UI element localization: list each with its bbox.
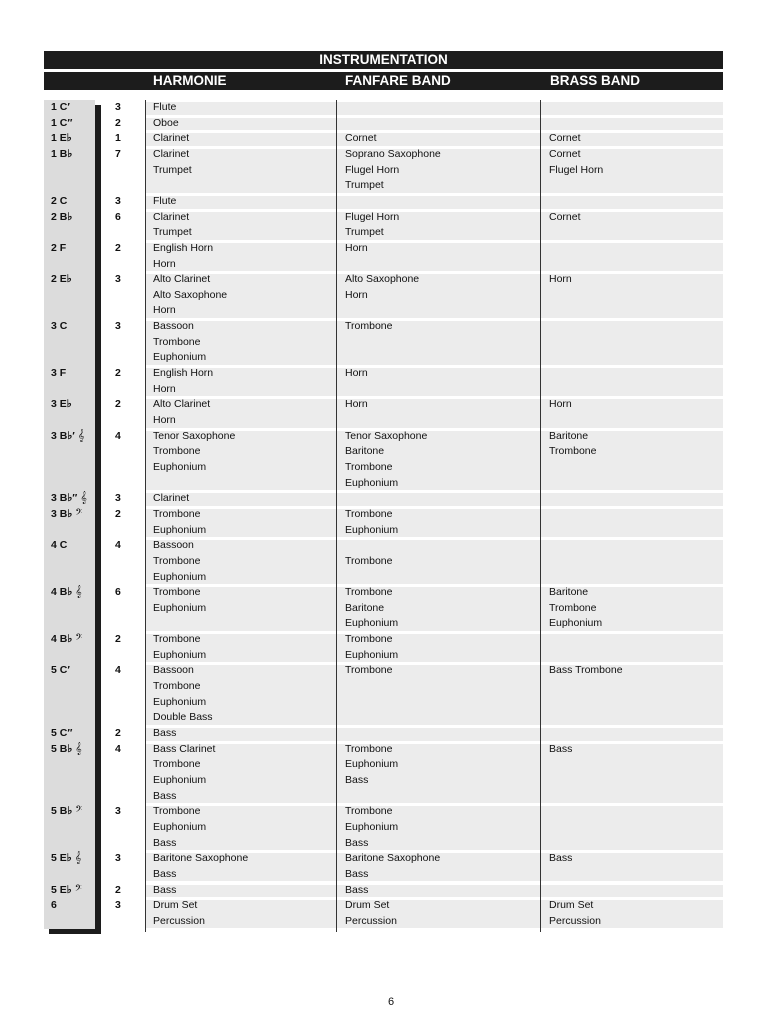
part-name: 2 E♭ — [51, 273, 72, 286]
treble-clef-icon: 𝄞 — [75, 586, 82, 599]
column-header-harmonie: HARMONIE — [153, 73, 227, 88]
harmonie-instrument: Alto Saxophone — [153, 288, 228, 301]
part-label — [51, 430, 84, 443]
harmonie-instrument: Flute — [153, 101, 177, 113]
part-label — [51, 101, 70, 114]
treble-clef-icon: 𝄞 — [74, 852, 82, 865]
part-count: 2 — [115, 727, 121, 739]
harmonie-instrument: Clarinet — [153, 210, 190, 223]
part-label — [51, 852, 81, 865]
harmonie-instrument: Trombone — [153, 805, 201, 818]
brass-instrument: Cornet — [549, 147, 581, 160]
part-label — [51, 117, 72, 130]
part-label — [51, 743, 82, 756]
part-label — [51, 273, 72, 286]
fanfare-instrument: Horn — [345, 398, 368, 411]
part-label — [51, 539, 67, 552]
harmonie-instrument: Trombone — [153, 554, 201, 567]
harmonie-instrument: Horn — [153, 414, 176, 426]
part-name: 3 C — [51, 320, 68, 333]
fanfare-instrument: Trombone — [345, 664, 393, 677]
fanfare-instrument: Trumpet — [345, 226, 384, 239]
harmonie-instrument: Bass — [153, 727, 177, 739]
harmonie-instrument: Trombone — [153, 507, 201, 520]
part-name: 5 B♭ — [51, 805, 73, 818]
harmonie-instrument: Trombone — [153, 335, 201, 348]
harmonie-instrument: Euphonium — [153, 695, 207, 708]
part-count: 2 — [115, 367, 121, 380]
harmonie-instrument: Bassoon — [153, 320, 194, 333]
fanfare-instrument: Trombone — [345, 320, 393, 333]
part-name: 5 B♭ — [51, 742, 73, 755]
part-count: 3 — [115, 899, 121, 912]
fanfare-instrument: Euphonium — [345, 617, 399, 630]
column-header-brass-band: BRASS BAND — [550, 73, 641, 88]
part-count: 3 — [115, 852, 121, 865]
harmonie-instrument: Euphonium — [153, 460, 207, 473]
part-count: 6 — [115, 586, 121, 599]
page-number: 6 — [387, 996, 395, 1008]
harmonie-instrument: Alto Clarinet — [153, 273, 211, 286]
part-label — [51, 195, 67, 208]
harmonie-instrument: Clarinet — [153, 492, 190, 505]
part-column-shadow-bottom — [49, 929, 101, 934]
part-label — [51, 398, 72, 411]
fanfare-instrument: Euphonium — [345, 523, 399, 536]
fanfare-instrument: Baritone — [345, 601, 385, 614]
part-count: 3 — [115, 805, 121, 818]
row-band — [146, 399, 723, 427]
part-name: 4 B♭ — [51, 586, 73, 599]
fanfare-instrument: Drum Set — [345, 899, 390, 912]
part-name: 5 C″ — [51, 727, 73, 739]
part-count: 1 — [115, 132, 121, 145]
harmonie-instrument: Trombone — [153, 758, 201, 771]
row-band — [146, 665, 723, 725]
part-name: 2 B♭ — [51, 210, 73, 223]
fanfare-instrument: Trombone — [345, 633, 393, 646]
part-label — [51, 320, 67, 333]
part-label — [51, 242, 66, 255]
row-band — [146, 243, 723, 271]
part-label — [51, 508, 82, 521]
part-count: 2 — [115, 883, 121, 896]
harmonie-instrument: Trumpet — [153, 226, 192, 239]
part-name: 2 F — [51, 241, 67, 254]
fanfare-instrument: Trombone — [345, 742, 393, 755]
part-count: 3 — [115, 101, 121, 113]
row-band — [146, 118, 723, 131]
part-name: 4 C — [51, 539, 68, 552]
treble-clef-icon: 𝄞 — [75, 742, 82, 755]
fanfare-instrument: Euphonium — [345, 476, 399, 489]
row-band — [146, 900, 723, 928]
fanfare-instrument: Horn — [345, 367, 368, 380]
treble-clef-icon: 𝄞 — [77, 429, 85, 442]
brass-instrument: Trombone — [549, 601, 597, 614]
harmonie-instrument: Trombone — [153, 680, 201, 693]
brass-instrument: Bass — [549, 742, 573, 755]
harmonie-instrument: Clarinet — [153, 132, 190, 145]
column-divider — [145, 100, 146, 932]
part-count: 2 — [115, 398, 121, 411]
part-count: 4 — [115, 742, 121, 755]
row-band — [146, 274, 723, 318]
row-band — [146, 133, 723, 146]
fanfare-instrument: Alto Saxophone — [345, 273, 420, 286]
brass-instrument: Flugel Horn — [549, 163, 604, 176]
bass-clef-icon: 𝄢 — [75, 805, 83, 818]
harmonie-instrument: Percussion — [153, 914, 205, 927]
brass-instrument: Drum Set — [549, 899, 594, 912]
part-name: 1 C′ — [51, 101, 70, 113]
part-name: 3 B♭ — [51, 507, 73, 520]
part-count: 3 — [115, 194, 121, 207]
bass-clef-icon: 𝄢 — [75, 633, 83, 646]
brass-instrument: Baritone — [549, 586, 589, 599]
brass-instrument: Bass Trombone — [549, 664, 623, 677]
harmonie-instrument: Euphonium — [153, 648, 207, 661]
fanfare-instrument: Baritone — [345, 445, 385, 458]
brass-instrument: Trombone — [549, 445, 597, 458]
fanfare-instrument: Tenor Saxophone — [345, 429, 428, 442]
harmonie-instrument: Alto Clarinet — [153, 398, 211, 411]
brass-instrument: Euphonium — [549, 617, 603, 630]
harmonie-instrument: Oboe — [153, 116, 179, 129]
row-band — [146, 634, 723, 662]
harmonie-instrument: Baritone Saxophone — [153, 852, 249, 865]
part-label — [51, 211, 72, 224]
harmonie-instrument: Bass — [153, 789, 177, 802]
harmonie-instrument: Euphonium — [153, 601, 207, 614]
row-band — [146, 321, 723, 365]
fanfare-instrument: Trombone — [345, 554, 393, 567]
column-header-fanfare-band: FANFARE BAND — [345, 73, 451, 88]
harmonie-instrument: Bass — [153, 883, 177, 896]
part-name: 5 C′ — [51, 664, 70, 677]
fanfare-instrument: Trombone — [345, 586, 393, 599]
harmonie-instrument: Flute — [153, 194, 177, 207]
harmonie-instrument: Bass — [153, 836, 177, 849]
column-divider — [336, 100, 337, 932]
harmonie-instrument: Euphonium — [153, 570, 207, 583]
harmonie-instrument: Double Bass — [153, 711, 213, 724]
harmonie-instrument: Clarinet — [153, 147, 190, 160]
part-label — [51, 492, 87, 505]
harmonie-instrument: Bass — [153, 867, 177, 880]
treble-clef-icon: 𝄞 — [80, 492, 87, 505]
fanfare-instrument: Bass — [345, 883, 369, 896]
part-count: 2 — [115, 507, 121, 520]
brass-instrument: Cornet — [549, 132, 581, 145]
fanfare-instrument: Bass — [345, 867, 369, 880]
harmonie-instrument: Tenor Saxophone — [153, 429, 236, 442]
bass-clef-icon: 𝄢 — [75, 507, 83, 520]
column-divider — [540, 100, 541, 932]
part-name: 3 B♭′ — [51, 429, 75, 442]
part-name: 1 C″ — [51, 116, 73, 129]
part-name: 4 B♭ — [51, 633, 73, 646]
fanfare-instrument: Trombone — [345, 460, 393, 473]
part-name: 2 C — [51, 194, 68, 207]
harmonie-instrument: Euphonium — [153, 351, 207, 364]
part-label — [51, 899, 57, 912]
part-count: 4 — [115, 539, 121, 552]
harmonie-instrument: Euphonium — [153, 773, 207, 786]
part-count: 3 — [115, 273, 121, 286]
part-count: 6 — [115, 210, 121, 223]
fanfare-instrument: Horn — [345, 241, 368, 254]
harmonie-instrument: Trombone — [153, 586, 201, 599]
harmonie-instrument: Bassoon — [153, 664, 194, 677]
brass-instrument: Horn — [549, 398, 572, 411]
part-name: 5 E♭ — [51, 883, 72, 896]
row-band — [146, 744, 723, 804]
part-count: 4 — [115, 429, 121, 442]
row-band — [146, 806, 723, 850]
brass-instrument: Baritone — [549, 429, 589, 442]
harmonie-instrument: Horn — [153, 257, 176, 270]
row-band — [146, 493, 723, 506]
fanfare-instrument: Baritone Saxophone — [345, 852, 441, 865]
row-band — [146, 368, 723, 396]
fanfare-instrument: Percussion — [345, 914, 397, 927]
fanfare-instrument: Trumpet — [345, 179, 384, 192]
fanfare-instrument: Trombone — [345, 805, 393, 818]
harmonie-instrument: Trombone — [153, 633, 201, 646]
part-name: 6 — [51, 899, 57, 912]
row-band — [146, 728, 723, 741]
row-band — [146, 587, 723, 631]
part-name: 3 E♭ — [51, 398, 72, 411]
harmonie-instrument: Trombone — [153, 445, 201, 458]
brass-instrument: Percussion — [549, 914, 601, 927]
harmonie-instrument: Bassoon — [153, 539, 194, 552]
fanfare-instrument: Horn — [345, 288, 368, 301]
part-count: 4 — [115, 664, 121, 677]
fanfare-instrument: Flugel Horn — [345, 163, 400, 176]
row-band — [146, 509, 723, 537]
part-label — [51, 367, 66, 380]
part-label — [51, 884, 82, 897]
brass-instrument: Horn — [549, 273, 572, 286]
part-column-shadow — [95, 105, 101, 934]
harmonie-instrument: Euphonium — [153, 820, 207, 833]
part-name: 3 F — [51, 367, 67, 380]
harmonie-instrument: English Horn — [153, 241, 214, 254]
harmonie-instrument: English Horn — [153, 367, 214, 380]
fanfare-instrument: Bass — [345, 836, 369, 849]
brass-instrument: Bass — [549, 852, 573, 865]
row-band — [146, 102, 723, 115]
part-name: 1 E♭ — [51, 132, 72, 145]
instrumentation-title: INSTRUMENTATION — [319, 52, 448, 67]
part-name: 1 B♭ — [51, 147, 73, 160]
bass-clef-icon: 𝄢 — [74, 883, 82, 896]
row-band — [146, 212, 723, 240]
part-label — [51, 727, 72, 740]
harmonie-instrument: Trumpet — [153, 163, 192, 176]
fanfare-instrument: Soprano Saxophone — [345, 147, 441, 160]
fanfare-instrument: Bass — [345, 773, 369, 786]
row-band — [146, 540, 723, 584]
part-count: 2 — [115, 633, 121, 646]
part-count: 7 — [115, 147, 121, 160]
brass-instrument: Cornet — [549, 210, 581, 223]
fanfare-instrument: Euphonium — [345, 648, 399, 661]
harmonie-instrument: Horn — [153, 304, 176, 317]
part-count: 2 — [115, 116, 121, 129]
part-count: 3 — [115, 320, 121, 333]
part-label — [51, 148, 72, 161]
harmonie-instrument: Bass Clarinet — [153, 742, 216, 755]
part-label — [51, 633, 82, 646]
harmonie-instrument: Drum Set — [153, 899, 198, 912]
part-label — [51, 805, 82, 818]
part-label — [51, 586, 82, 599]
harmonie-instrument: Euphonium — [153, 523, 207, 536]
part-count: 3 — [115, 492, 121, 505]
fanfare-instrument: Cornet — [345, 132, 377, 145]
fanfare-instrument: Trombone — [345, 507, 393, 520]
harmonie-instrument: Horn — [153, 382, 176, 395]
fanfare-instrument: Flugel Horn — [345, 210, 400, 223]
fanfare-instrument: Euphonium — [345, 758, 399, 771]
part-label — [51, 664, 70, 677]
part-name: 3 B♭″ — [51, 492, 78, 505]
fanfare-instrument: Euphonium — [345, 820, 399, 833]
part-label — [51, 132, 72, 145]
part-count: 2 — [115, 241, 121, 254]
row-band — [146, 885, 723, 898]
part-name: 5 E♭ — [51, 852, 72, 865]
row-band — [146, 196, 723, 209]
